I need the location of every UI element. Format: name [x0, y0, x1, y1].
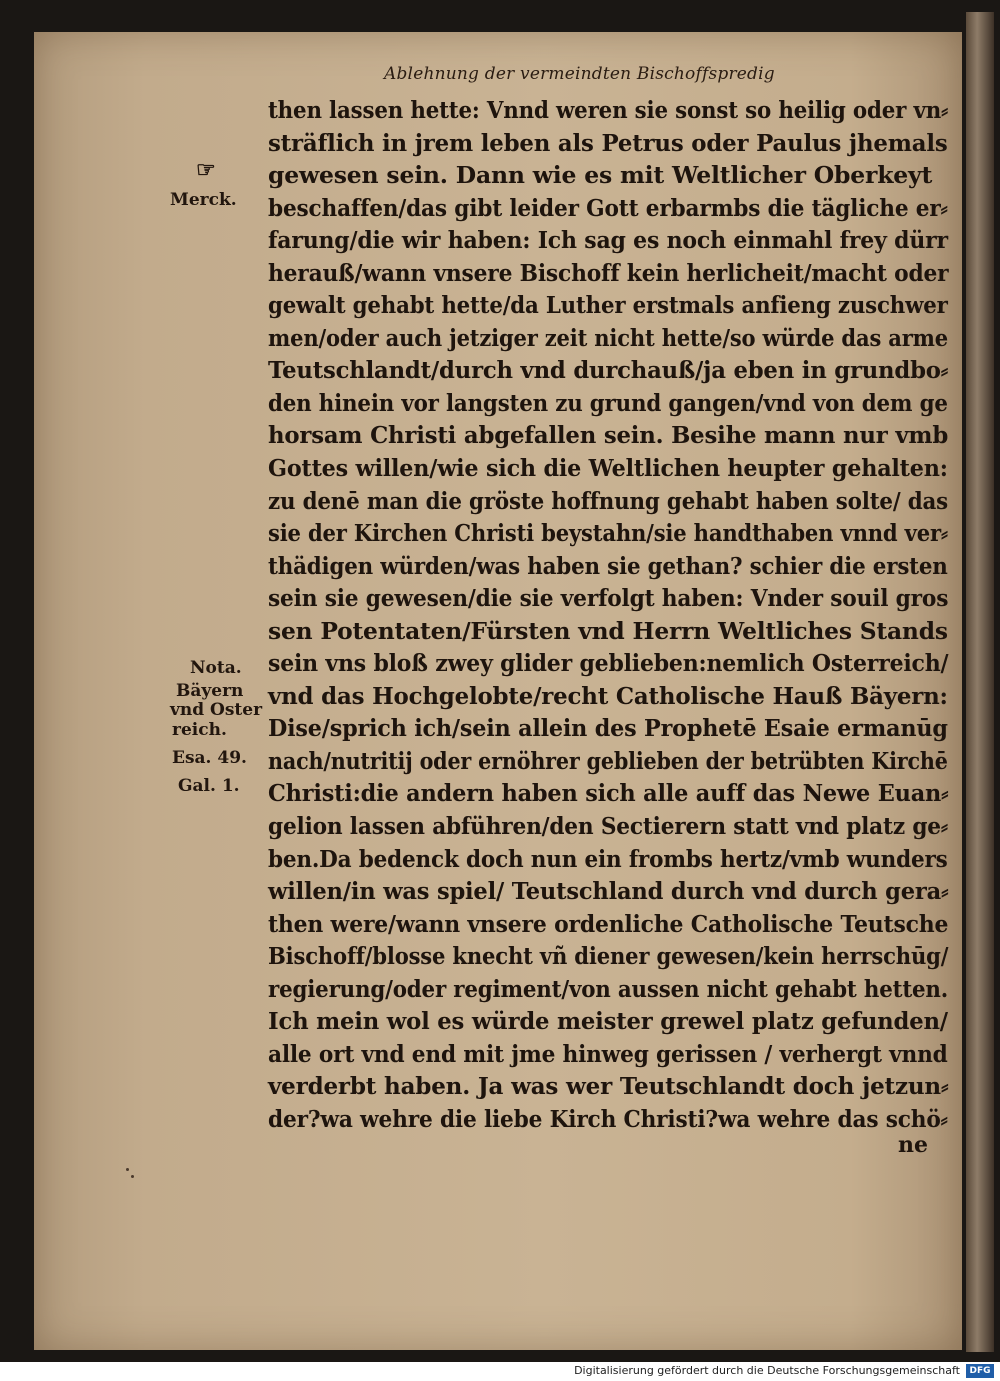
margin-note-merck: Merck.: [170, 190, 237, 210]
margin-note-bayern: reich.: [172, 720, 227, 740]
text-line: then lassen hette: Vnnd weren sie sonst so heilig oder vn⸗: [268, 96, 948, 124]
text-line: thädigen würden/was haben sie gethan? schier die ersten: [268, 551, 948, 580]
text-line: zu denē man die gröste hoffnung gehabt haben solte/ das: [268, 486, 949, 515]
text-line: then were/wann vnsere ordenliche Catholische Teutsche: [268, 909, 949, 938]
margin-note-nota: Nota.: [190, 658, 242, 678]
catchword: ne: [898, 1132, 928, 1158]
text-line: gewalt gehabt hette/da Luther erstmals anfieng zuschwer: [268, 291, 948, 320]
text-line: herauß/wann vnsere Bischoff kein herlicheit/macht oder: [268, 258, 949, 287]
text-line: verderbt haben. Ja was wer Teutschlandt doch jetzun⸗: [268, 1072, 949, 1101]
text-line: men/oder auch jetziger zeit nicht hette/so würde das arme: [268, 323, 948, 352]
text-line: willen/in was spiel/ Teutschland durch vnd durch gera⸗: [268, 877, 949, 906]
paper-speck: [131, 1175, 134, 1178]
text-line: der?wa wehre die liebe Kirch Christi?wa wehre das schö⸗: [268, 1104, 948, 1133]
text-line: sen Potentaten/Fürsten vnd Herrn Weltliches Stands: [268, 616, 948, 645]
margin-note-bayern: Bäyern: [176, 681, 244, 701]
text-line: nach/nutritij oder ernöhrer geblieben der betrübten Kirchē: [268, 746, 948, 775]
text-line: farung/die wir haben: Ich sag es noch einmahl frey dürr: [268, 226, 948, 255]
margin-note-gal: Gal. 1.: [178, 776, 240, 796]
text-line: gewesen sein. Dann wie es mit Weltlicher Oberkeyt: [268, 161, 933, 190]
text-line: sein sie gewesen/die sie verfolgt haben: Vnder souil gros: [268, 584, 949, 613]
text-line: sein vns bloß zwey glider geblieben:nemlich Osterreich/: [268, 649, 949, 678]
funding-notice: Digitalisierung gefördert durch die Deutsche Forschungsgemeinschaft: [574, 1364, 960, 1377]
text-line: Bischoff/blosse knecht vñ diener gewesen/kein herrschūg/: [268, 942, 949, 971]
text-line: horsam Christi abgefallen sein. Besihe mann nur vmb: [268, 421, 949, 450]
running-head: Ablehnung der vermeindten Bischoffspredig: [384, 64, 775, 84]
text-line: sträflich in jrem leben als Petrus oder Paulus jhemals: [268, 128, 948, 157]
text-line: alle ort vnd end mit jme hinweg gerissen / verhergt vnnd: [268, 1039, 948, 1068]
text-line: vnd das Hochgelobte/recht Catholische Hauß Bäyern:: [268, 681, 948, 710]
text-line: sie der Kirchen Christi beystahn/sie handthaben vnnd ver⸗: [268, 519, 948, 548]
main-text-block: [268, 94, 948, 1136]
page-edge: [966, 12, 994, 1352]
text-line: den hinein vor langsten zu grund gangen/vnd von dem ge: [268, 388, 948, 417]
text-line: ben.Da bedenck doch nun ein frombs hertz/vmb wunders: [268, 844, 948, 873]
margin-note-bayern: vnd Oster: [170, 700, 263, 720]
pointing-hand-icon: ☞: [196, 157, 216, 183]
text-line: gelion lassen abführen/den Sectierern statt vnd platz ge⸗: [268, 812, 948, 841]
text-line: Dise/sprich ich/sein allein des Prophetē Esaie ermanūg: [268, 714, 948, 743]
margin-note-esa: Esa. 49.: [172, 748, 247, 768]
text-line: regierung/oder regiment/von aussen nicht gehabt hetten.: [268, 974, 949, 1003]
paper-speck: [126, 1168, 129, 1171]
text-line: beschaffen/das gibt leider Gott erbarmbs die tägliche er⸗: [268, 193, 948, 222]
text-line: Christi:die andern haben sich alle auff das Newe Euan⸗: [268, 779, 949, 808]
text-line: Teutschlandt/durch vnd durchauß/ja eben in grundbo⸗: [268, 356, 949, 385]
text-line: Gottes willen/wie sich die Weltlichen heupter gehalten:: [268, 454, 948, 483]
dfg-logo: DFG: [966, 1364, 994, 1378]
footer-bar: [0, 1362, 1000, 1381]
text-line: Ich mein wol es würde meister grewel platz gefunden/: [268, 1007, 948, 1036]
